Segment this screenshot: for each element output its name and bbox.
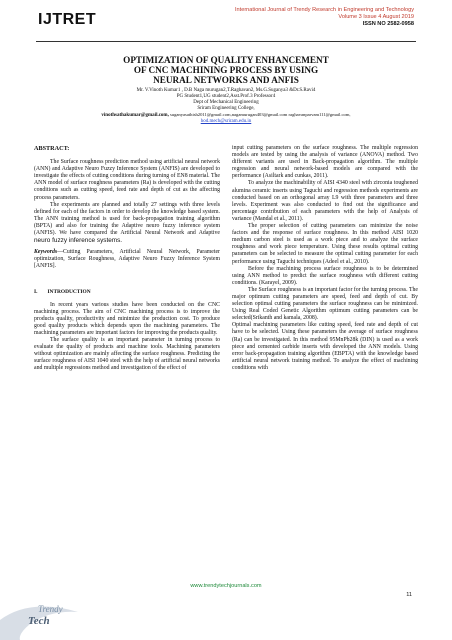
body-paragraph: input cutting parameters on the surface roughness. The multiple regression models are tested by using the analysis of variance (ANOVA) method. Two different variants are used in Back-propagation algorithm. The multiple regression and neural network-based models are compared with the performance (Asiltark and cunkas, 2011). [232, 145, 418, 180]
abstract-paragraph: The Surface roughness prediction method using artificial neural network (ANN) and Adaptive Neuro Fuzzy Inference System (ANFIS) are developed to investigate the effects of cutting conditions during turning of EN8 material. The ANN model of surface roughness parameters (Ra) is developed with the cutting conditions such as cutting speed, feed rate and depth of cut as the affecting process parameters. [34, 159, 220, 201]
body-paragraph: To analyze the machinability of AISI 4340 steel with zirconia toughened alumina ceramic inserts using Taguchi and regression methods experiments are conducted based on an orthogonal array L9 with three parameters and three levels. Experiment was also conducted to find out the significance and percentage contribution of each parameters with the help of Analysis of variance (Mandal et al., 2011). [232, 180, 418, 222]
email-hod[interactable]: hod.mech@sriram.edu.in [200, 119, 252, 125]
body-paragraph: The proper selection of cutting parameters can minimize the noise factors and the response of surface roughness. In this method AISI 1020 medium carbon steel is used as a work piece and to analyze the surface roughness and work piece temperature. Using these results optimal cutting parameters can be selected to measure the optimal cutting parameter for each performance using Taguchi techniques (Adeel et al., 2010). [232, 223, 418, 265]
author-emails [60, 112, 392, 119]
author-block [60, 88, 392, 126]
left-column [34, 145, 220, 373]
abstract-paragraph [34, 202, 220, 246]
abstract-text: The experiments are planned and totally 27 settings with three levels defined for each of the factors in order to develop the knowledge based system. The ANN training method is used for back-propagation training algorithm (BPTA) and also for training the Adaptive neuro fuzzy inference system (ANFIS). We have compared the Artificial Neural Network and Adaptive [34, 201, 220, 237]
author-institution: Sriram Engineering College, [197, 106, 255, 112]
intro-paragraph: In recent years various studies have been conducted on the CNC machining process. The aim of CNC machining process is to improve the products quality, productivity and minimize the production cost. To produce good quality products which depends upon the machining parameters. The machining parameters are important factors for improving the products quality. [34, 301, 220, 336]
right-column [232, 145, 418, 372]
email-others[interactable]: suganyasathish2011@gmail.com,nagamurugan403@gmail.com raghavanparvam111@gmail.com, [168, 112, 351, 118]
section-number: I. [34, 288, 38, 295]
header-divider [36, 41, 416, 42]
author-roles: PG Student1,UG student2,Asst.Prof.3 Professor4 [176, 94, 276, 100]
author-names: Mr. V.Vinoth Kumar1 , D.B Naga murugan2,T.Raghavan2, Ms.G.Suganya3 &Dr.S.Ravi4 [136, 88, 316, 93]
journal-issn: ISSN NO 2582-0958 [362, 21, 414, 28]
journal-logo: IJTRET [38, 11, 97, 28]
body-paragraph: Optimal machining parameters like cutting speed, feed rate and depth of cut have to be selected. Using these parameters the average of surface roughness (Ra) can be investigated. In this method 95MnPb28k (DIN) is used as a work piece and cemented carbide inserts with developed the ANN models. Using error back-propagation training algorithm (EBPTA) with the knowledge based artificial neural network training method. To analyze the effect of machining conditions with [232, 322, 418, 371]
keywords-label: Keywords [34, 249, 58, 256]
journal-name: International Journal of Trendy Research in Engineering and Technology [234, 7, 414, 13]
title-line: NEURAL NETWORKS AND ANFIS [153, 75, 299, 86]
journal-info [235, 7, 414, 29]
abstract-heading: ABSTRACT: [34, 145, 70, 152]
journal-volume: Volume 3 Issue 4 August 2019 [338, 14, 414, 21]
author-department: Dept of Mechanical Engineering [193, 100, 259, 106]
body-paragraph: Before the machining process surface roughness is to be determined using ANN method to predict the surface roughness with different cutting conditions. (Karayel, 2009). [232, 265, 418, 286]
paper-title [80, 55, 372, 86]
section-title: INTRODUCTION [47, 288, 91, 295]
title-line: OPTIMIZATION OF QUALITY ENHANCEMENT [123, 55, 329, 65]
trendytech-logo [0, 590, 92, 640]
page-number: 11 [406, 592, 412, 598]
title-line: OF CNC MACHINING PROCESS BY USING [133, 65, 319, 76]
footer-url[interactable]: www.trendytechjournals.com [190, 583, 262, 589]
section-heading-introduction [34, 289, 220, 296]
intro-paragraph: The surface quality is an important parameter in turning process to evaluate the quality of products and machine tools. Machining parameters without optimization are mainly affecting the surface roughness. Predicting the surface roughness of AISI 1040 steel with the help of artificial neural networks and multiple regressions method and investigation of the effect of [34, 337, 220, 372]
keywords-text: —Cutting Parameters, Artificial Neural Network, Parameter optimization, Surface Roughness, Adaptive Neuro Fuzzy Inference System [ANFIS]. [34, 249, 220, 270]
body-paragraph: The Surface roughness is an important factor for the turning process. The major optimum cutting parameters are speed, feed and depth of cut. By selection optimal cutting parameters the surface roughness can be minimized. Using Real Coded Genetic Algorithm optimum cutting parameters can be selected(Srikanth and kamala, 2008). [232, 286, 418, 322]
logo-word-1: Trendy [38, 604, 63, 614]
abstract-tail: neuro fuzzy inference systems. [34, 237, 123, 245]
keywords [34, 249, 220, 270]
logo-word-2: Tech [28, 615, 50, 627]
email-primary[interactable]: vinothsathakumar@gmail.com, [101, 113, 169, 119]
